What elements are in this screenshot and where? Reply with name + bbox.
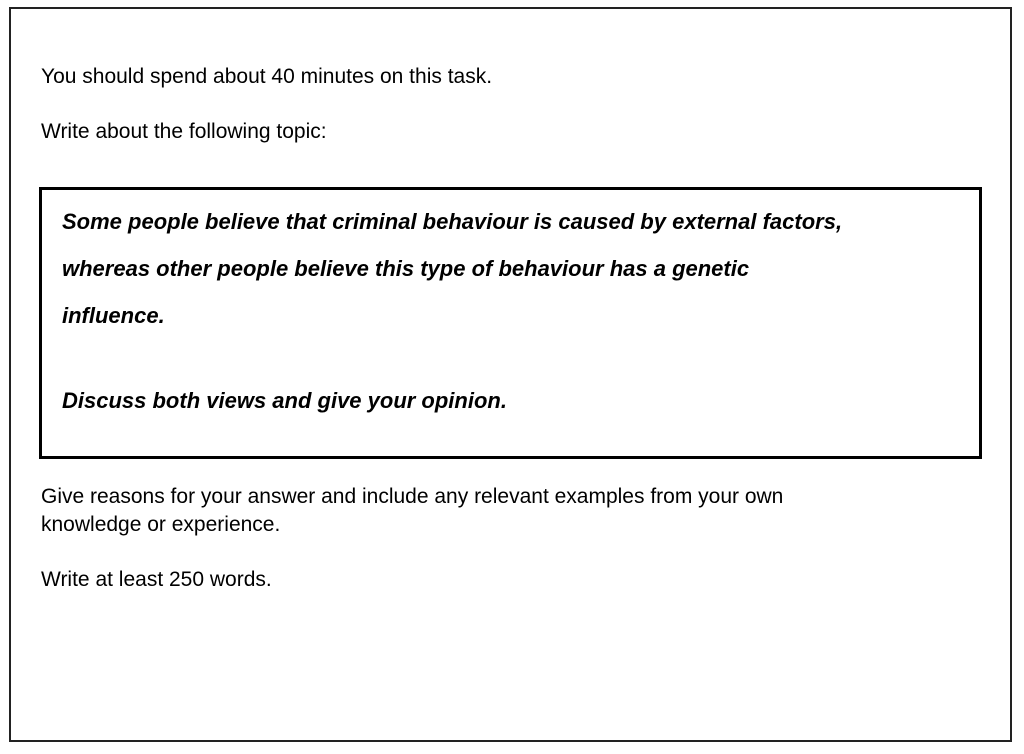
essay-prompt-line: Some people believe that criminal behaviour is caused by external factors, bbox=[62, 209, 843, 234]
time-instruction: You should spend about 40 minutes on this task. bbox=[41, 65, 493, 88]
essay-prompt bbox=[62, 198, 992, 339]
reasons-instruction-line: knowledge or experience. bbox=[41, 513, 281, 536]
essay-prompt-line: influence. bbox=[62, 303, 165, 328]
reasons-instruction bbox=[41, 483, 941, 539]
word-count-instruction: Write at least 250 words. bbox=[41, 568, 272, 591]
reasons-instruction-line: Give reasons for your answer and include any relevant examples from your own bbox=[41, 485, 784, 508]
essay-prompt-line: whereas other people believe this type of behaviour has a genetic bbox=[62, 256, 750, 281]
essay-prompt-box bbox=[39, 187, 982, 459]
topic-instruction: Write about the following topic: bbox=[41, 120, 327, 143]
essay-question: Discuss both views and give your opinion. bbox=[62, 388, 507, 413]
